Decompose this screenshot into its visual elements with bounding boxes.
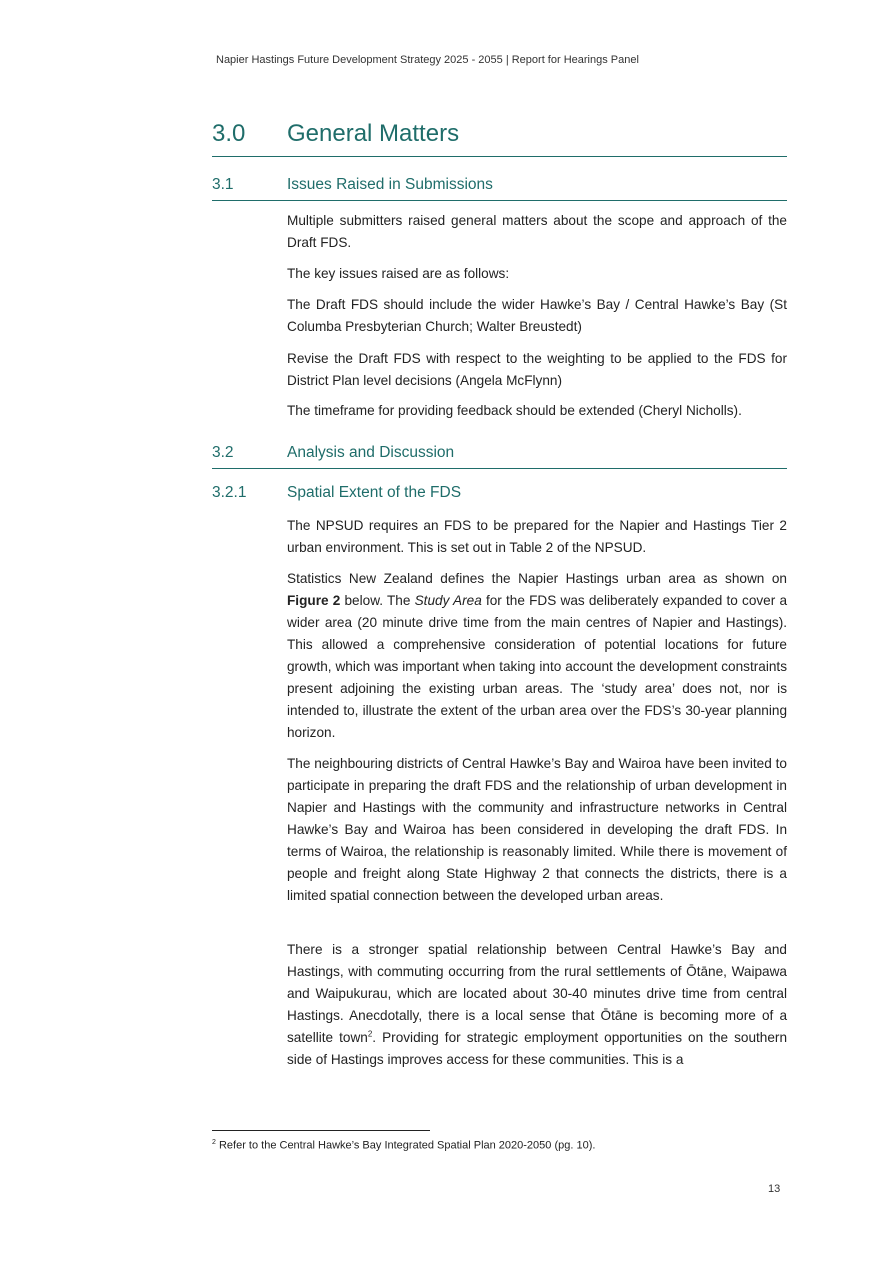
subsection-heading-3-2 bbox=[212, 444, 787, 469]
figure-reference: Figure 2 bbox=[287, 593, 341, 608]
footnote-divider bbox=[212, 1130, 430, 1131]
subsubsection-title: Spatial Extent of the FDS bbox=[287, 484, 462, 501]
paragraph: The neighbouring districts of Central Hawke’s Bay and Wairoa have been invited to participate in preparing the draft FDS and the relationship of urban development in Napier and Hastings with the community and infrastructure networks in Central Hawke’s Bay and Wairoa has been considered in developing the draft FDS. In terms of Wairoa, the relationship is reasonably limited. While there is movement of people and freight along State Highway 2 that connects the districts, there is a limited spatial connection between the developed urban areas. bbox=[287, 756, 787, 903]
study-area-term: Study Area bbox=[414, 593, 482, 608]
subsubsection-number: 3.2.1 bbox=[212, 484, 247, 501]
issue-item: The Draft FDS should include the wider Hawke’s Bay / Central Hawke’s Bay (St Columba Presbyterian Church; Walter Breustedt) bbox=[287, 297, 787, 334]
paragraph: The key issues raised are as follows: bbox=[287, 266, 510, 281]
section-title: General Matters bbox=[287, 120, 460, 147]
paragraph: The NPSUD requires an FDS to be prepared for the Napier and Hastings Tier 2 urban environment. This is set out in Table 2 of the NPSUD. bbox=[287, 518, 787, 555]
issue-item: Revise the Draft FDS with respect to the weighting to be applied to the FDS for District Plan level decisions (Angela McFlynn) bbox=[287, 351, 787, 388]
running-header: Napier Hastings Future Development Strategy 2025 - 2055 | Report for Hearings Panel bbox=[216, 54, 639, 66]
subsection-number: 3.1 bbox=[212, 176, 234, 193]
paragraph: There is a stronger spatial relationship between Central Hawke’s Bay and Hastings, with commuting occurring from the rural settlements of Ōtāne, Waipawa and Waipukurau, which are located about 30-40 minutes drive time from central Hastings. Anecdotally, there is a local sense that Ōtāne is becoming more of a satellite town$^2$. Providing for strategic employment opportunities on the southern side of Hastings improves access for these communities. This is a bbox=[287, 942, 787, 1067]
section-number: 3.0 bbox=[212, 120, 246, 147]
footnote bbox=[212, 1139, 595, 1152]
footnote-text: Refer to the Central Hawke’s Bay Integrated Spatial Plan 2020-2050 (pg. 10). bbox=[215, 1139, 596, 1152]
paragraph: Statistics New Zealand defines the Napier Hastings urban area as shown on Figure 2 below. The Study Area for the FDS was deliberately expanded to cover a wider area (20 minute drive time from the main centres of Napier and Hastings). This allowed a comprehensive consideration of potential locations for future growth, which was important when taking into account the development constraints present adjoining the existing urban areas. The ‘study area’ does not, nor is intended to, illustrate the extent of the urban area over the FDS’s 30-year planning horizon. bbox=[287, 571, 788, 740]
subsection-title: Analysis and Discussion bbox=[287, 444, 455, 461]
issue-item: The timeframe for providing feedback should be extended (Cheryl Nicholls). bbox=[287, 403, 742, 418]
page-number: 13 bbox=[768, 1183, 781, 1195]
footnote-marker: 2 bbox=[367, 1029, 373, 1039]
paragraph: Multiple submitters raised general matters about the scope and approach of the Draft FDS. bbox=[287, 213, 787, 250]
subsection-number: 3.2 bbox=[212, 444, 234, 461]
footnote-number: 2 bbox=[212, 1139, 216, 1146]
subsection-heading-3-1 bbox=[212, 176, 787, 201]
subsection-title: Issues Raised in Submissions bbox=[287, 176, 493, 193]
section-heading bbox=[212, 118, 787, 157]
